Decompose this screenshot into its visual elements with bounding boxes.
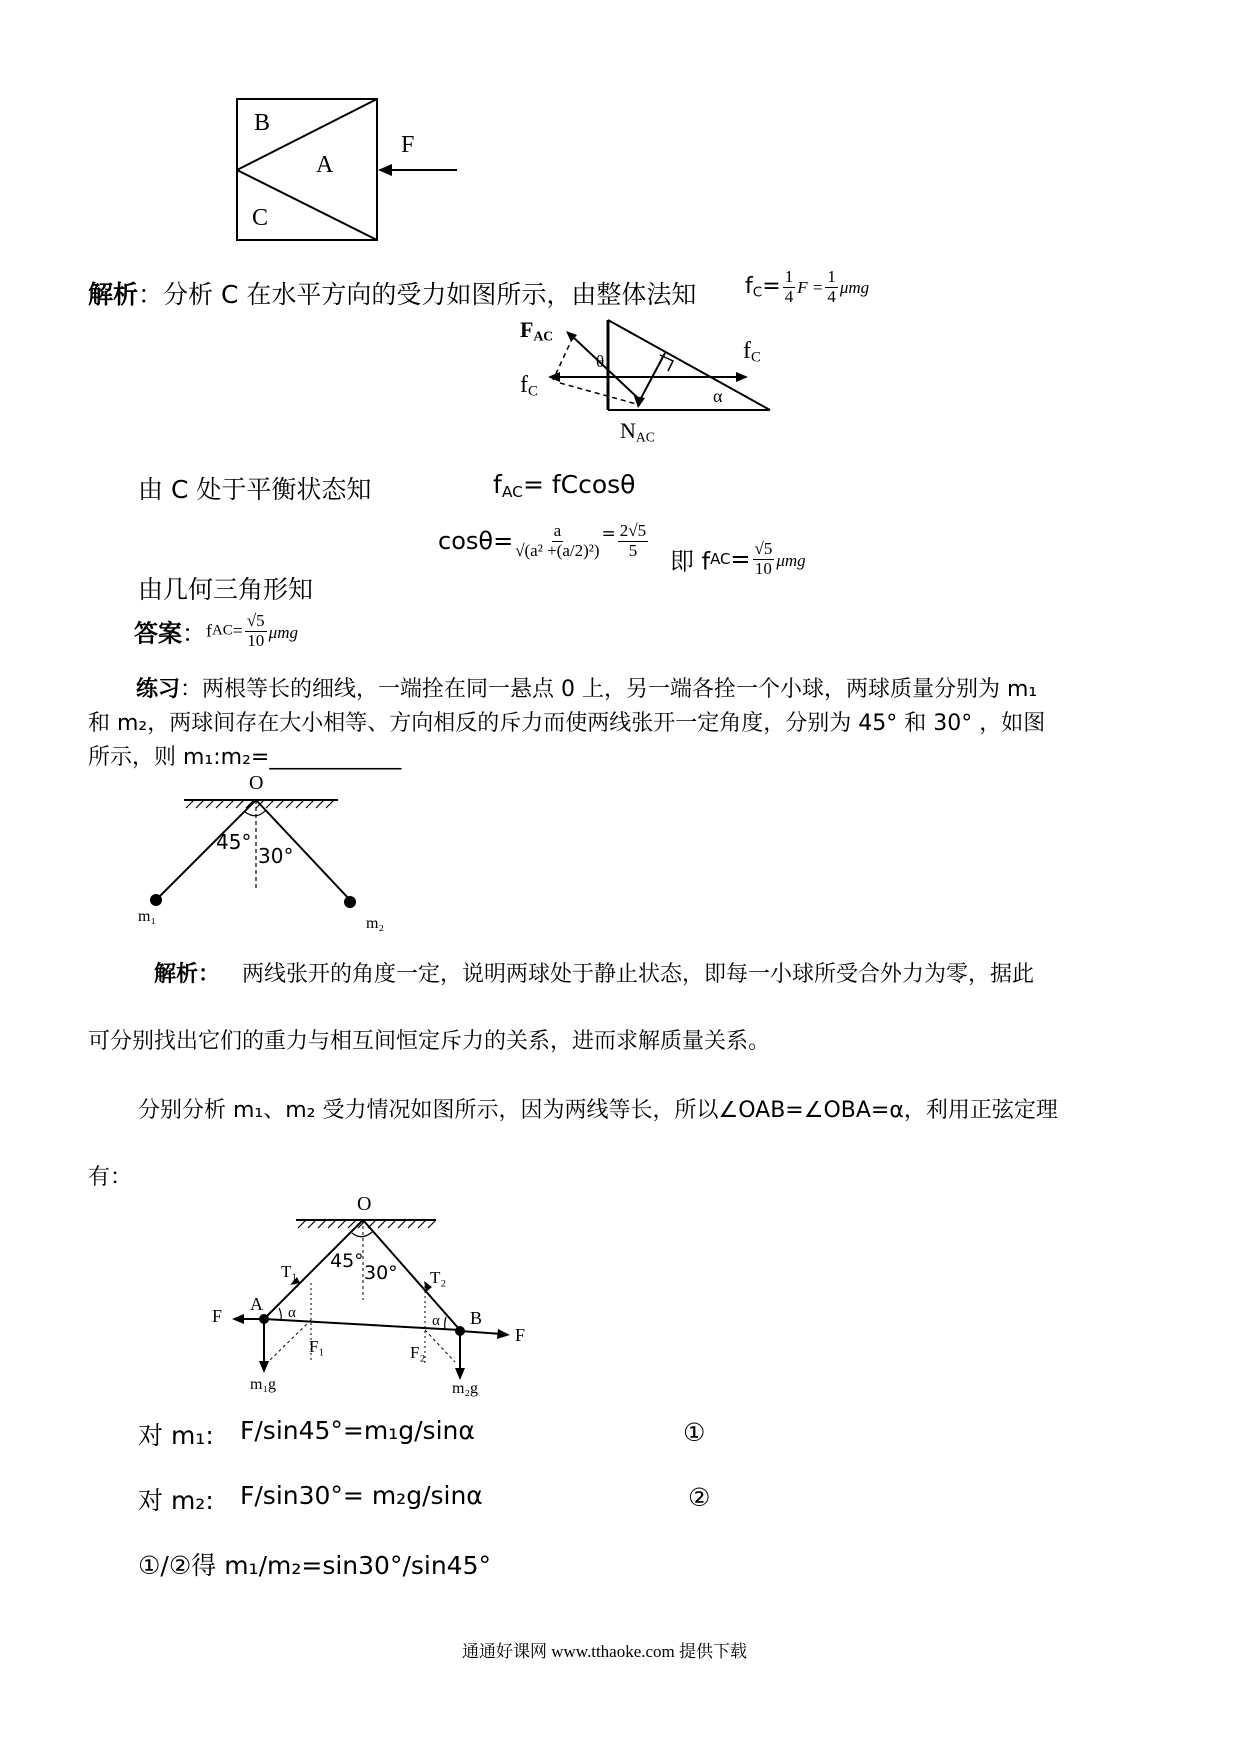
label-m2: m₂ [366,915,385,932]
label-m1g: m₁g [250,1376,277,1393]
label-alpha: α [713,386,723,406]
eq1-number: ① [683,1418,706,1447]
label-f: F [401,132,415,158]
label-a-point: A [250,1294,263,1314]
label-nac: $N_{AC}$ [620,418,655,445]
label-t1: T₁ [281,1262,298,1281]
analysis-2-line-4: 有： [88,1165,133,1190]
label-theta: θ [596,352,605,371]
analysis-2-line-1: 解析： 两线张开的角度一定，说明两球处于静止状态，即每一小球所受合外力为零，据此 [154,962,1035,987]
fig4-angle-45: 45° [330,1250,364,1272]
label-f2: F₂ [410,1343,426,1362]
balance-equation: $f_{AC}= fCcos\theta$ [493,470,636,501]
fig4-angle-30: 30° [364,1262,398,1284]
eq2-number: ② [688,1483,711,1512]
analysis-2-line-3: 分别分析 m₁、m₂ 受力情况如图所示，因为两线等长，所以∠OAB=∠OBA=α，利用正弦定理 [138,1098,1058,1123]
answer-line: 答案：fAC= $\frac{√5}{10}$ μmg [134,611,298,650]
label-alpha-1: α [288,1305,296,1321]
label-fac: $F_{AC}$ [520,317,554,344]
label-m2g: m₂g [452,1380,479,1397]
label-fc-left: $f_C$ [520,372,538,400]
label-a: A [316,152,334,178]
fig4-label-o: O [357,1193,372,1215]
label-t2: T₂ [430,1268,447,1287]
eq3: ①/②得 m₁/m₂=sin30°/sin45° [138,1551,491,1580]
fc-equation: $f_C=$ $\frac{1}{4}$ F = $\frac{1}{4}$ μmg [745,267,870,306]
ji-equation: 即 fAC= $\frac{√5}{10}$ μmg [670,539,806,578]
eq1: F/sin45°=m₁g/sinα [240,1416,475,1445]
angle-30: 30° [258,844,294,868]
label-f1: F₁ [309,1337,325,1356]
eq1-label: 对 m₁: [138,1421,214,1450]
analysis-text: ：分析 C 在水平方向的受力如图所示，由整体法知 [138,280,697,309]
label-b-point: B [470,1308,483,1328]
label-fc-right: $f_C$ [743,338,761,366]
eq2: F/sin30°= m₂g/sinα [240,1481,483,1510]
cos-equation: cosθ= $\frac{a}{\text{√(a² +(a/2)²)}}$ = $\frac{2√5}{5}$ [438,521,647,560]
page-footer: 通通好课网 www.tthaoke.com 提供下载 [462,1642,748,1661]
balance-text: 由 C 处于平衡状态知 [138,475,372,504]
analysis-2-line-2: 可分别找出它们的重力与相互间恒定斥力的关系，进而求解质量关系。 [88,1029,771,1054]
analysis-label: 解析 [88,280,139,309]
label-m1: m₁ [138,908,157,925]
label-alpha-2: α [432,1313,440,1329]
angle-45: 45° [216,830,252,854]
geometry-text: 由几何三角形知 [138,575,314,604]
eq2-label: 对 m₂: [138,1486,214,1515]
exercise-line-3: 所示，则 m₁:m₂=____________ [88,745,402,770]
label-o: O [249,772,264,794]
label-b: B [254,110,271,136]
label-f-left: F [212,1306,223,1326]
exercise-line-2: 和 m₂，两球间存在大小相等、方向相反的斥力而使两线张开一定角度，分别为 45° 和 30° ，如图 [88,711,1046,736]
exercise-line-1: 练习：两根等长的细线，一端拴在同一悬点 0 上，另一端各拴一个小球，两球质量分别为 m₁ [136,677,1038,702]
label-f-right: F [515,1325,526,1345]
label-c: C [252,205,269,231]
